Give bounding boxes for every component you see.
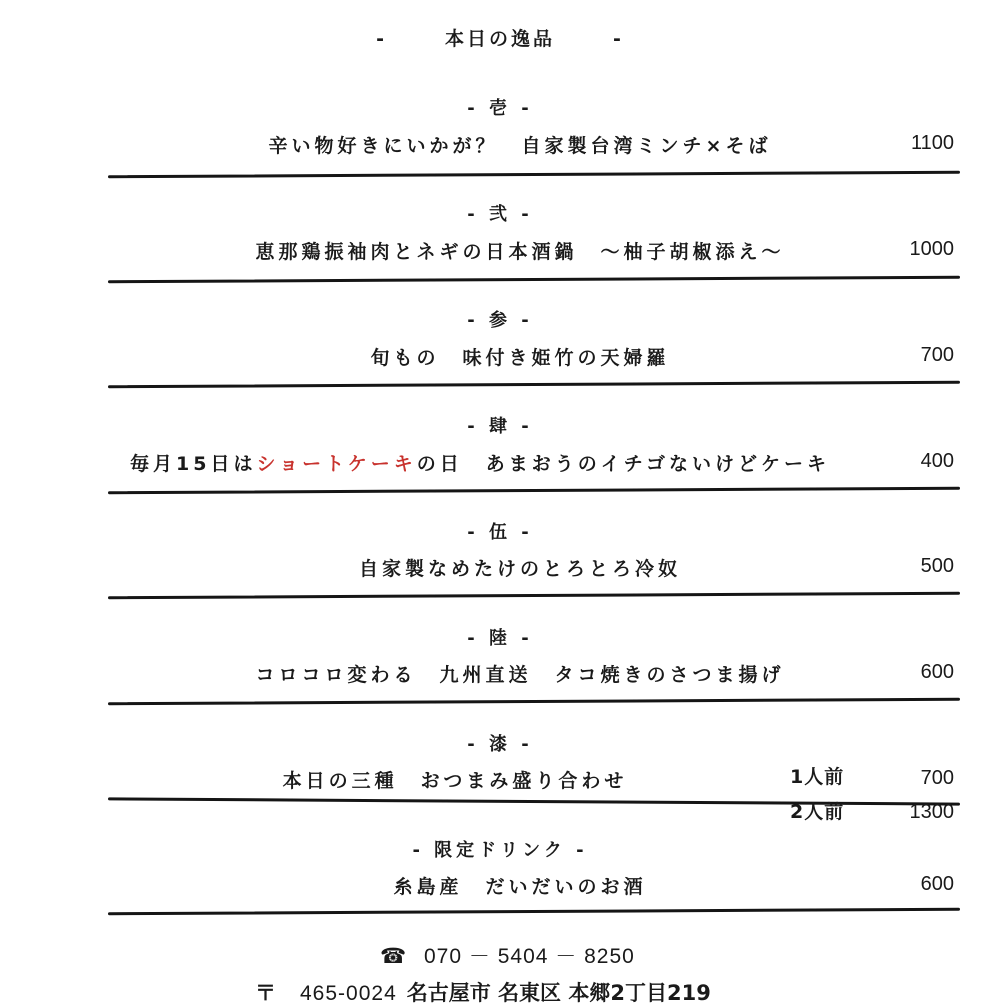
address: 名古屋市 名東区 本郷2丁目219 — [406, 981, 711, 1005]
address-line — [255, 977, 711, 1007]
menu-item-5-name: 自家製なめたけのとろとろ冷奴 — [358, 558, 681, 580]
menu-item-2-price: 1000 — [909, 238, 954, 260]
postal-code: 465-0024 — [300, 982, 397, 1005]
section-label-3: - 参 - — [467, 310, 533, 331]
menu-item-7-price-2: 1300 — [909, 801, 954, 823]
menu-item-4-highlight: ショートケーキ — [256, 453, 417, 475]
menu-item-4-price: 400 — [920, 450, 954, 472]
menu-item-6-name: コロコロ変わる 九州直送 タコ焼きのさつま揚げ — [255, 664, 785, 686]
menu-item-drink-price: 600 — [920, 873, 954, 895]
phone-number: 070 － 5404 － 8250 — [424, 945, 635, 968]
menu-item-6-price: 600 — [920, 661, 954, 683]
section-label-5: - 伍 - — [467, 522, 533, 543]
menu-item-7-name: 本日の三種 おつまみ盛り合わせ — [282, 770, 628, 792]
menu-item-7-portion-2: 2人前 — [790, 801, 845, 823]
divider-2 — [108, 276, 960, 283]
section-label-1: - 壱 - — [467, 98, 533, 119]
divider-3 — [108, 381, 960, 388]
menu-item-2-name: 恵那鶏振袖肉とネギの日本酒鍋 ～柚子胡椒添え～ — [255, 241, 785, 263]
menu-item-3-price: 700 — [920, 344, 954, 366]
phone-line — [380, 940, 635, 970]
divider-5 — [108, 592, 960, 599]
menu-item-5-price: 500 — [920, 555, 954, 577]
title-dash-left: - — [376, 28, 387, 50]
menu-item-3-name: 旬もの 味付き姫竹の天婦羅 — [370, 347, 670, 369]
title-dash-right: - — [613, 28, 624, 50]
section-label-2: - 弐 - — [467, 204, 533, 225]
section-label-7: - 漆 - — [467, 734, 533, 755]
menu-item-4-name-before: 毎月15日は — [130, 453, 257, 475]
menu-item-4-name-after: の日 あまおうのイチゴないけどケーキ — [416, 453, 830, 475]
menu-item-7-price-1: 700 — [920, 767, 954, 789]
menu-item-4-name — [50, 449, 910, 476]
menu-item-1-price: 1100 — [910, 132, 954, 154]
telephone-icon: ☎ — [380, 944, 407, 968]
divider-1 — [108, 171, 960, 178]
divider-6 — [108, 698, 960, 705]
page-title — [0, 24, 1000, 51]
divider-8 — [108, 908, 960, 915]
menu-item-1-name: 辛い物好きにいかが？ 自家製台湾ミンチ×そば — [268, 135, 772, 157]
section-label-6: - 陸 - — [467, 628, 533, 649]
section-label-drink: - 限定ドリンク - — [412, 840, 588, 861]
section-label-4: - 肆 - — [467, 416, 533, 437]
menu-item-drink-name: 糸島産 だいだいのお酒 — [393, 876, 647, 898]
title-text: 本日の逸品 — [444, 28, 555, 50]
postal-mark: 〒 — [255, 981, 276, 1005]
menu-item-7-portion-1: 1人前 — [790, 766, 845, 788]
divider-4 — [108, 487, 960, 494]
